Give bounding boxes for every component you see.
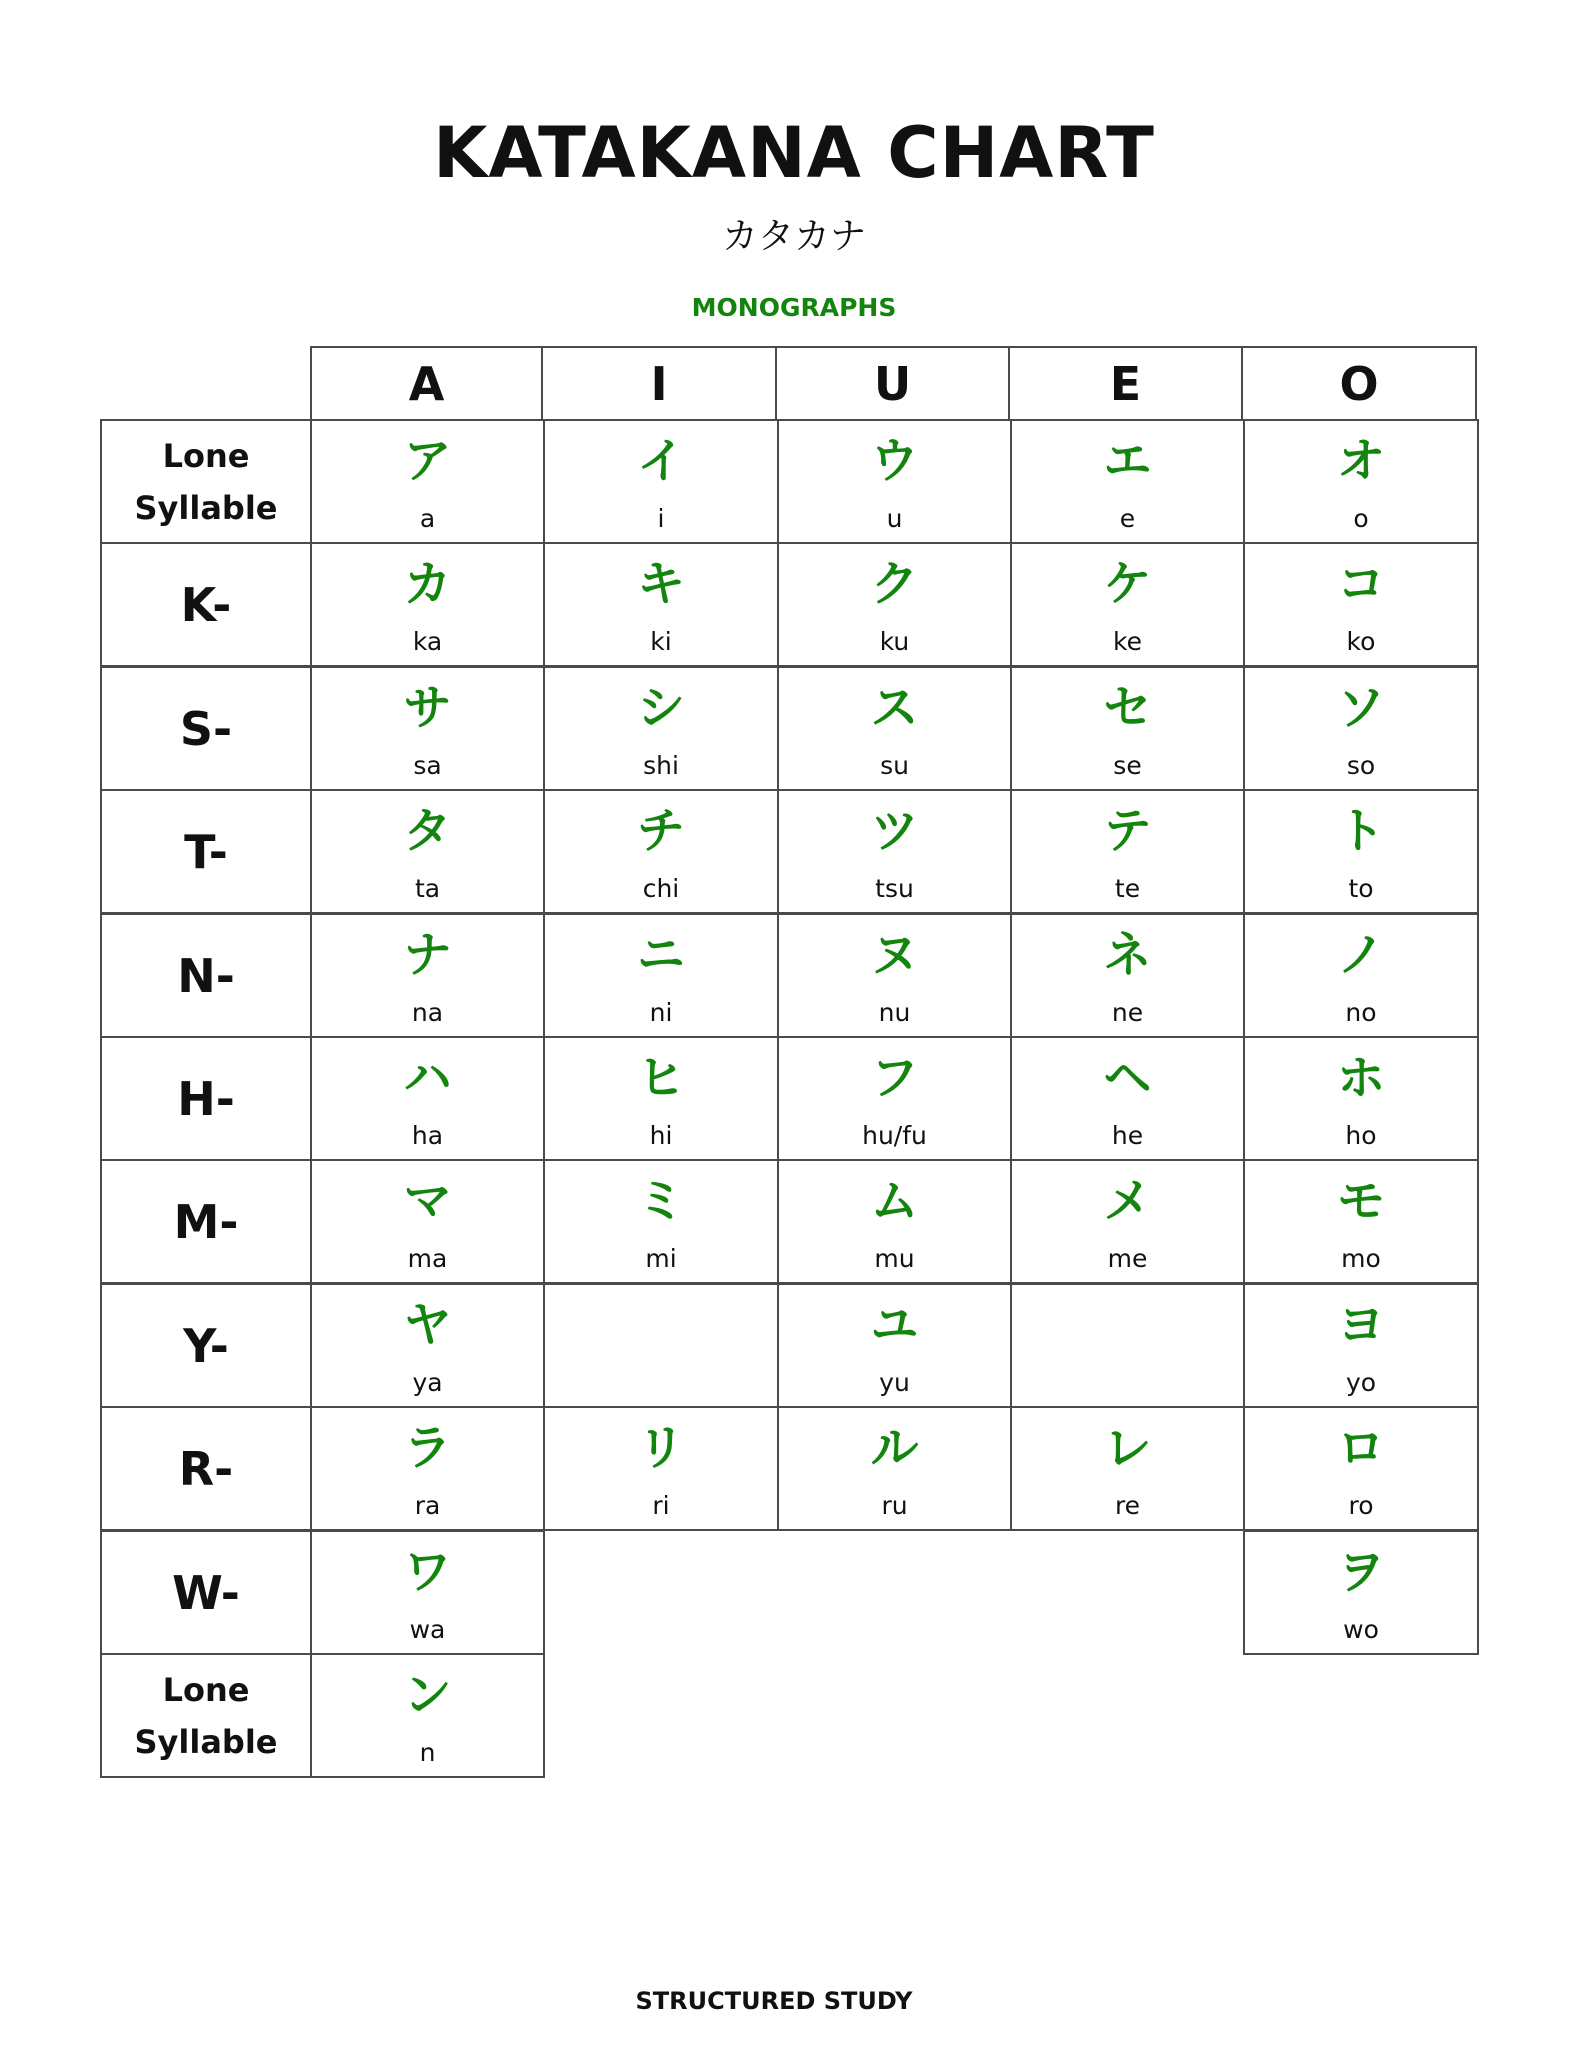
romaji-reading: sa xyxy=(413,751,442,780)
kana-character: ナ xyxy=(403,927,452,983)
kana-character: テ xyxy=(1103,803,1152,859)
kana-cell-n-e xyxy=(1010,913,1245,1038)
kana-cell-k-i xyxy=(543,542,779,667)
kana-cell-lone-syllable-o xyxy=(1243,419,1479,544)
kana-character: オ xyxy=(1336,433,1385,489)
romaji-reading: mo xyxy=(1341,1244,1381,1273)
romaji-reading: n xyxy=(419,1738,436,1767)
kana-cell-k-a xyxy=(310,542,545,667)
kana-character: シ xyxy=(636,680,685,736)
kana-character: モ xyxy=(1336,1173,1385,1229)
page-subtitle: カタカナ xyxy=(721,216,866,257)
kana-character: タ xyxy=(403,803,452,859)
row-header-k: K- xyxy=(100,542,312,667)
kana-cell-lone-syllable-a xyxy=(310,1653,545,1778)
romaji-reading: no xyxy=(1345,998,1377,1027)
kana-character: ヘ xyxy=(1103,1050,1152,1106)
romaji-reading: o xyxy=(1353,504,1369,533)
romaji-reading: su xyxy=(880,751,909,780)
kana-character: サ xyxy=(403,680,452,736)
kana-cell-y-a xyxy=(310,1283,545,1408)
column-header-e: E xyxy=(1008,346,1243,421)
kana-cell-k-e xyxy=(1010,542,1245,667)
kana-cell-m-o xyxy=(1243,1159,1479,1284)
kana-character: ヌ xyxy=(870,927,919,983)
kana-cell-t-e xyxy=(1010,789,1245,914)
kana-character: ノ xyxy=(1336,927,1385,983)
kana-character: ヤ xyxy=(403,1297,452,1353)
romaji-reading: me xyxy=(1107,1244,1148,1273)
romaji-reading: ho xyxy=(1345,1121,1377,1150)
kana-cell-n-o xyxy=(1243,913,1479,1038)
kana-cell-s-i xyxy=(543,666,779,791)
kana-cell-h-u xyxy=(777,1036,1012,1161)
romaji-reading: re xyxy=(1114,1491,1141,1520)
kana-character: ス xyxy=(870,680,919,736)
row-header-lone-syllable: Lone Syllable xyxy=(100,419,312,544)
kana-cell-k-u xyxy=(777,542,1012,667)
kana-cell-lone-syllable-u xyxy=(777,419,1012,544)
kana-character: キ xyxy=(636,556,685,612)
romaji-reading: mu xyxy=(874,1244,915,1273)
kana-character: マ xyxy=(403,1173,452,1229)
kana-character: ホ xyxy=(1336,1050,1385,1106)
kana-cell-r-u xyxy=(777,1406,1012,1531)
footer-text: STRUCTURED STUDY xyxy=(635,1987,913,2015)
kana-cell-y-e xyxy=(1010,1283,1245,1408)
kana-character: コ xyxy=(1336,556,1385,612)
row-header-m: M- xyxy=(100,1159,312,1284)
romaji-reading: shi xyxy=(643,751,679,780)
kana-character: ラ xyxy=(403,1420,452,1476)
column-header-o: O xyxy=(1241,346,1477,421)
kana-cell-m-e xyxy=(1010,1159,1245,1284)
kana-character: ロ xyxy=(1336,1420,1385,1476)
row-header-y: Y- xyxy=(100,1283,312,1408)
kana-character: ワ xyxy=(403,1544,452,1600)
kana-character: ネ xyxy=(1103,927,1152,983)
romaji-reading: ya xyxy=(412,1368,443,1397)
kana-cell-h-o xyxy=(1243,1036,1479,1161)
romaji-reading: te xyxy=(1114,874,1141,903)
kana-character: ル xyxy=(870,1420,919,1476)
romaji-reading: ka xyxy=(412,627,443,656)
romaji-reading: hu/fu xyxy=(862,1121,927,1150)
kana-character: ム xyxy=(870,1173,919,1229)
page-title: KATAKANA CHART xyxy=(433,112,1155,194)
kana-cell-h-a xyxy=(310,1036,545,1161)
romaji-reading: he xyxy=(1111,1121,1144,1150)
kana-cell-m-a xyxy=(310,1159,545,1284)
kana-cell-n-i xyxy=(543,913,779,1038)
section-label: MONOGRAPHS xyxy=(691,293,897,322)
kana-character: ハ xyxy=(403,1050,452,1106)
kana-character: ミ xyxy=(636,1173,685,1229)
kana-cell-r-o xyxy=(1243,1406,1479,1531)
kana-cell-w-o xyxy=(1243,1530,1479,1655)
romaji-reading: se xyxy=(1113,751,1142,780)
kana-character: ツ xyxy=(870,803,919,859)
romaji-reading: ro xyxy=(1348,1491,1374,1520)
romaji-reading: ha xyxy=(411,1121,444,1150)
kana-cell-n-a xyxy=(310,913,545,1038)
kana-cell-y-o xyxy=(1243,1283,1479,1408)
romaji-reading: ri xyxy=(652,1491,670,1520)
kana-character: ク xyxy=(870,556,919,612)
kana-cell-s-u xyxy=(777,666,1012,791)
row-header-t: T- xyxy=(100,789,312,914)
kana-cell-y-u xyxy=(777,1283,1012,1408)
kana-cell-s-e xyxy=(1010,666,1245,791)
kana-cell-lone-syllable-i xyxy=(543,419,779,544)
column-header-i: I xyxy=(541,346,777,421)
romaji-reading: hi xyxy=(649,1121,673,1150)
kana-character: ヲ xyxy=(1336,1544,1385,1600)
romaji-reading: ki xyxy=(650,627,672,656)
romaji-reading: ku xyxy=(879,627,910,656)
kana-character: ソ xyxy=(1336,680,1385,736)
romaji-reading: ne xyxy=(1111,998,1144,1027)
kana-character: メ xyxy=(1103,1173,1152,1229)
kana-character: エ xyxy=(1103,433,1152,489)
row-header-h: H- xyxy=(100,1036,312,1161)
kana-character: ケ xyxy=(1103,556,1152,612)
kana-character: チ xyxy=(636,803,685,859)
kana-cell-r-e xyxy=(1010,1406,1245,1531)
romaji-reading: ru xyxy=(881,1491,908,1520)
kana-cell-s-a xyxy=(310,666,545,791)
kana-cell-s-o xyxy=(1243,666,1479,791)
kana-cell-lone-syllable-a xyxy=(310,419,545,544)
row-header-r: R- xyxy=(100,1406,312,1531)
romaji-reading: yu xyxy=(879,1368,910,1397)
romaji-reading: i xyxy=(657,504,665,533)
column-header-u: U xyxy=(775,346,1010,421)
row-header-lone-syllable: Lone Syllable xyxy=(100,1653,312,1778)
kana-character: レ xyxy=(1103,1420,1152,1476)
kana-character: ヒ xyxy=(636,1050,685,1106)
kana-cell-h-e xyxy=(1010,1036,1245,1161)
romaji-reading: e xyxy=(1119,504,1136,533)
kana-character: ト xyxy=(1336,803,1385,859)
romaji-reading: na xyxy=(411,998,444,1027)
romaji-reading: ke xyxy=(1113,627,1142,656)
romaji-reading: to xyxy=(1348,874,1374,903)
kana-cell-w-a xyxy=(310,1530,545,1655)
romaji-reading: u xyxy=(886,504,903,533)
kana-cell-y-i xyxy=(543,1283,779,1408)
kana-cell-t-o xyxy=(1243,789,1479,914)
kana-character: カ xyxy=(403,556,452,612)
romaji-reading: tsu xyxy=(875,874,914,903)
romaji-reading: ni xyxy=(649,998,673,1027)
romaji-reading: ra xyxy=(414,1491,441,1520)
kana-character: ア xyxy=(403,433,452,489)
kana-character: ン xyxy=(403,1667,452,1723)
kana-character: ウ xyxy=(870,433,919,489)
kana-cell-r-i xyxy=(543,1406,779,1531)
kana-cell-t-i xyxy=(543,789,779,914)
romaji-reading: ma xyxy=(407,1244,448,1273)
kana-cell-k-o xyxy=(1243,542,1479,667)
romaji-reading: so xyxy=(1346,751,1376,780)
romaji-reading: yo xyxy=(1345,1368,1377,1397)
kana-cell-lone-syllable-e xyxy=(1010,419,1245,544)
kana-character: リ xyxy=(636,1420,685,1476)
kana-cell-m-i xyxy=(543,1159,779,1284)
romaji-reading: wa xyxy=(409,1615,446,1644)
column-header-a: A xyxy=(310,346,543,421)
kana-character: ユ xyxy=(870,1297,919,1353)
romaji-reading: chi xyxy=(642,874,680,903)
romaji-reading: nu xyxy=(878,998,911,1027)
kana-cell-h-i xyxy=(543,1036,779,1161)
romaji-reading: ta xyxy=(414,874,441,903)
romaji-reading: a xyxy=(419,504,436,533)
kana-character: イ xyxy=(636,433,685,489)
kana-cell-t-u xyxy=(777,789,1012,914)
row-header-s: S- xyxy=(100,666,312,791)
kana-cell-n-u xyxy=(777,913,1012,1038)
kana-cell-t-a xyxy=(310,789,545,914)
row-header-w: W- xyxy=(100,1530,312,1655)
kana-character: ヨ xyxy=(1336,1297,1385,1353)
kana-character: セ xyxy=(1103,680,1152,736)
kana-character: ニ xyxy=(636,927,685,983)
romaji-reading: ko xyxy=(1346,627,1376,656)
kana-character: フ xyxy=(870,1050,919,1106)
romaji-reading: mi xyxy=(645,1244,677,1273)
row-header-n: N- xyxy=(100,913,312,1038)
romaji-reading: wo xyxy=(1343,1615,1379,1644)
kana-cell-m-u xyxy=(777,1159,1012,1284)
kana-cell-r-a xyxy=(310,1406,545,1531)
